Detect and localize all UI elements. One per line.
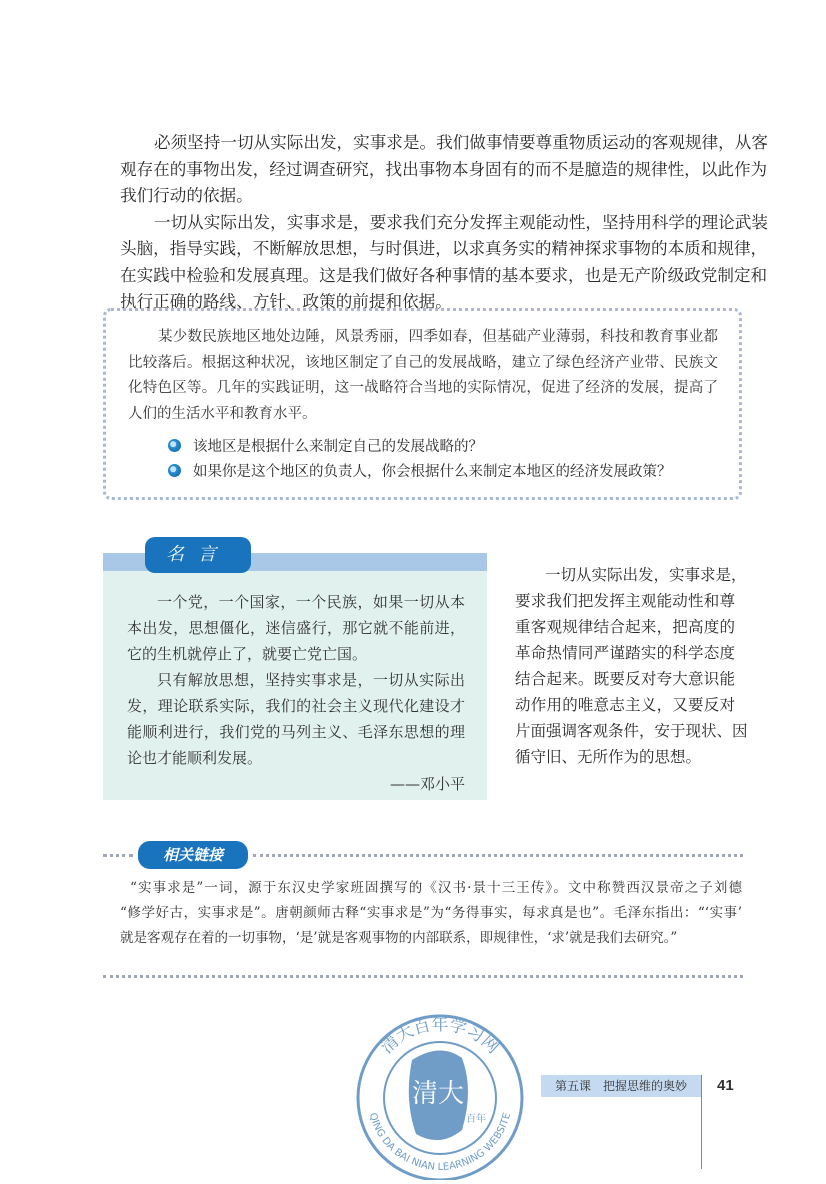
text-line: 一个党，一个国家，一个民族，如果一切从本 <box>157 593 465 611</box>
text-line: 循守旧、无所作为的思想。 <box>515 748 702 766</box>
svg-text:清大百年学习网: 清大百年学习网 <box>377 1015 503 1058</box>
text-line: 结合起来。既要反对夸大意识能 <box>515 670 735 688</box>
case-text <box>128 325 718 427</box>
case-study-box <box>103 308 742 500</box>
text-line: 化特色区等。几年的实践证明，这一战略符合当地的实际情况，促进了经济的发展，提高了 <box>128 380 718 396</box>
text-line: 片面强调客观条件，安于现状、因 <box>515 722 748 740</box>
text-line: 动作用的唯意志主义，又要反对 <box>515 696 735 714</box>
text-line: “实事求是”一词，源于东汉史学家班固撰写的《汉书·景十三王传》。文中称赞西汉景帝之子刘德 <box>130 880 742 896</box>
svg-text:清大: 清大 <box>411 1079 465 1109</box>
main-text <box>120 130 768 316</box>
text-line: 发，理论联系实际，我们的社会主义现代化建设才 <box>127 697 465 715</box>
text-line: 重客观规律结合起来，把高度的 <box>515 618 735 636</box>
paragraph-1 <box>120 130 768 210</box>
question-text: 如果你是这个地区的负责人，你会根据什么来制定本地区的经济发展政策？ <box>193 464 672 480</box>
question-text: 该地区是根据什么来制定自己的发展战略的？ <box>193 439 483 455</box>
quote-author: ——邓小平 <box>389 775 465 793</box>
quote-text <box>127 589 465 797</box>
svg-text:QING DA BAI NIAN LEARNING WEBS: QING DA BAI NIAN LEARNING WEBSITE <box>366 1111 514 1174</box>
page-number: 41 <box>717 1077 734 1094</box>
text-line: 必须坚持一切从实际出发，实事求是。我们做事情要尊重物质运动的客观规律，从客 <box>154 133 768 152</box>
question-item <box>168 460 672 481</box>
text-line: 某少数民族地区地处边陲，风景秀丽，四季如春，但基础产业薄弱，科技和教育事业都 <box>158 329 718 345</box>
text-line: 就是客观存在着的一切事物，‘是’就是客观事物的内部联系，即规律性，‘求’就是我们去研究。” <box>120 930 678 946</box>
dotted-divider <box>253 854 743 857</box>
related-link-text <box>120 876 742 951</box>
text-line: 执行正确的路线、方针、政策的前提和依据。 <box>120 292 452 311</box>
text-line: 一切从实际出发，实事求是， <box>545 566 747 584</box>
text-line: 头脑，指导实践，不断解放思想，与时俱进，以求真务实的精神探求事物的本质和规律， <box>120 239 768 258</box>
famous-quote-box <box>103 544 487 800</box>
text-line: 人们的生活水平和教育水平。 <box>128 405 317 422</box>
chapter-label: 第五课 把握思维的奥妙 <box>541 1075 701 1097</box>
svg-text:百年: 百年 <box>466 1114 486 1125</box>
text-line: 论也才能顺利发展。 <box>127 749 263 767</box>
text-line: 本出发，思想僵化，迷信盛行，那它就不能前进， <box>127 619 465 637</box>
paragraph-2 <box>120 210 768 316</box>
text-line: 一切从实际出发，实事求是，要求我们充分发挥主观能动性，坚持用科学的理论武装 <box>154 212 768 232</box>
text-line: 只有解放思想，坚持实事求是，一切从实际出 <box>157 671 465 689</box>
related-link-header <box>103 845 743 865</box>
text-line: 革命热情同严谨踏实的科学态度 <box>515 644 735 662</box>
related-link-title: 相关链接 <box>138 841 248 869</box>
text-line: 在实践中检验和发展真理。这是我们做好各种事情的基本要求，也是无产阶级政党制定和 <box>120 265 768 285</box>
text-line: 比较落后。根据这种状况，该地区制定了自己的发展战略，建立了绿色经济产业带、民族文 <box>128 354 718 371</box>
bullet-icon <box>168 464 181 477</box>
text-line: 要求我们把发挥主观能动性和尊 <box>515 592 735 610</box>
dotted-divider <box>103 854 133 857</box>
watermark-logo <box>350 1010 530 1184</box>
text-line: 观存在的事物出发，经过调查研究，找出事物本身固有的而不是臆造的规律性，以此作为 <box>120 159 768 179</box>
text-line: 它的生机就停止了，就要亡党亡国。 <box>127 645 368 663</box>
footer-divider <box>701 1075 702 1169</box>
text-line: 我们行动的依据。 <box>120 186 253 205</box>
bullet-icon <box>168 439 181 452</box>
dotted-divider <box>103 975 743 978</box>
side-text <box>515 562 748 770</box>
text-line: 能顺利进行，我们党的马列主义、毛泽东思想的理 <box>127 723 465 741</box>
text-line: “修学好古，实事求是”。唐朝颜师古释“实事求是”为“务得事实，每求真是也”。毛泽东指出：“‘实事’ <box>120 905 742 921</box>
question-item <box>168 435 483 456</box>
quote-title: 名言 <box>145 537 251 573</box>
